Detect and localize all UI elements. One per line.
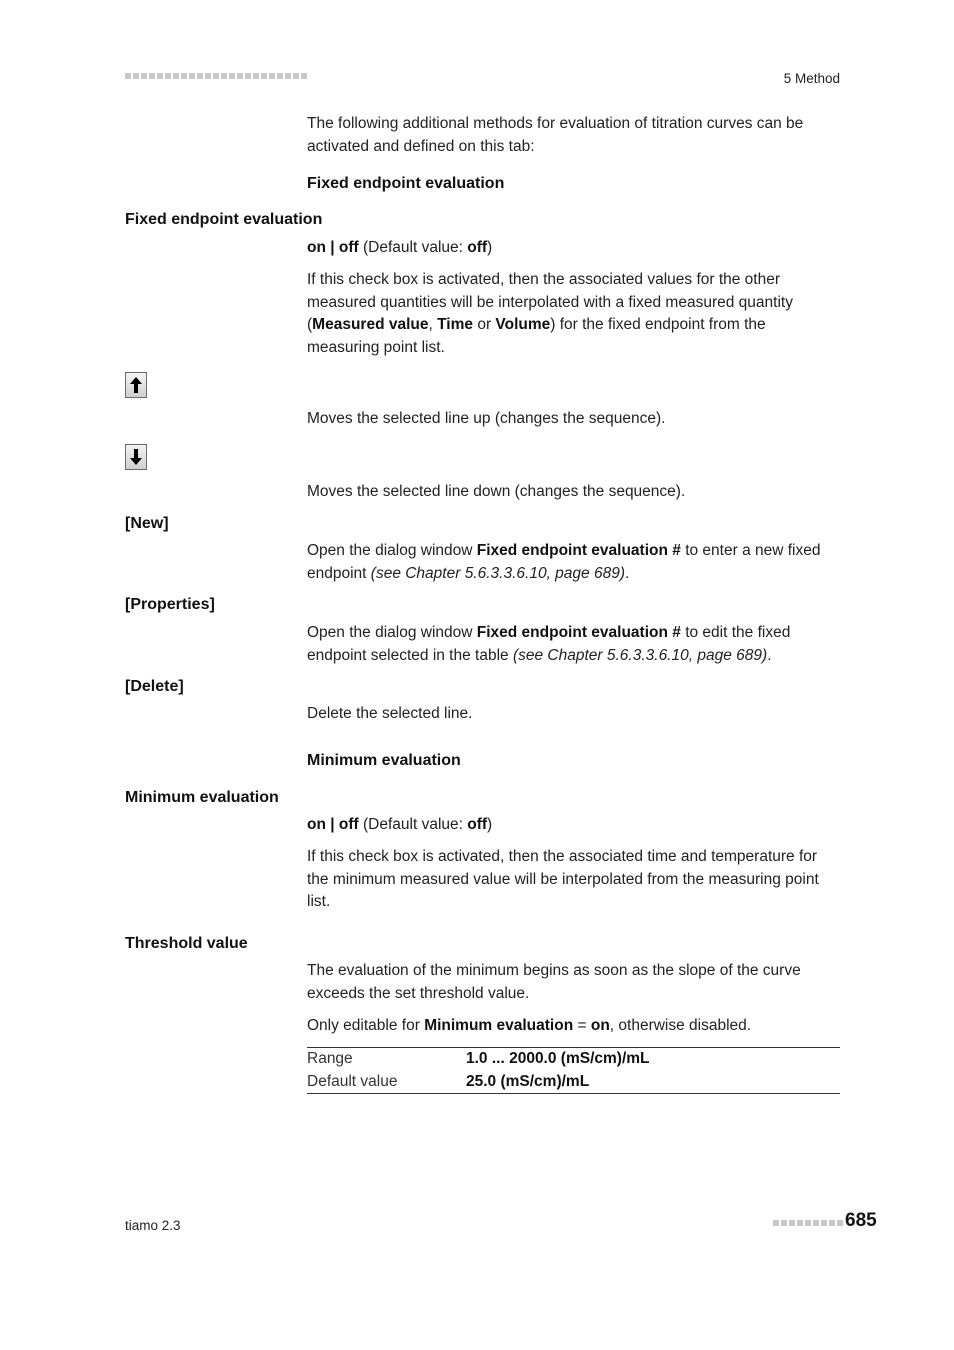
param-label-threshold: Threshold value bbox=[125, 935, 248, 952]
param-label-minimum: Minimum evaluation bbox=[125, 789, 279, 806]
onoff-default-fixed: on | off (Default value: off) bbox=[307, 239, 493, 256]
properties-description: Open the dialog window Fixed endpoint evaluation # to edit the fixed endpoint selected in the table (see Chapter 5.6.3.3.6.10, page 689). bbox=[307, 624, 791, 664]
arrow-down-icon bbox=[129, 448, 143, 466]
table-value: 25.0 (mS/cm)/mL bbox=[466, 1072, 590, 1090]
new-description: Open the dialog window Fixed endpoint evaluation # to enter a new fixed endpoint (see Chapter 5.6.3.3.6.10, page 689). bbox=[307, 542, 821, 582]
description-minimum: If this check box is activated, then the associated time and temperature for the minimum measured value will be interpolated from the measuring point list. bbox=[307, 848, 819, 910]
threshold-range-table bbox=[307, 1047, 840, 1094]
section-heading-minimum: Minimum evaluation bbox=[307, 752, 461, 769]
new-button-label: [New] bbox=[125, 515, 169, 532]
chapter-reference-link[interactable]: (see Chapter 5.6.3.3.6.10, page 689) bbox=[512, 646, 768, 664]
page-number: 685 bbox=[845, 1210, 877, 1231]
move-up-description: Moves the selected line up (changes the sequence). bbox=[307, 410, 666, 427]
move-up-button[interactable] bbox=[125, 372, 147, 398]
chapter-reference-link[interactable]: (see Chapter 5.6.3.3.6.10, page 689) bbox=[370, 564, 625, 582]
move-down-button[interactable] bbox=[125, 444, 147, 470]
footer-decoration bbox=[773, 1218, 843, 1226]
header-decoration bbox=[125, 71, 309, 81]
delete-description: Delete the selected line. bbox=[307, 705, 473, 722]
table-key: Default value bbox=[307, 1072, 398, 1090]
footer-product: tiamo 2.3 bbox=[125, 1218, 181, 1233]
table-row bbox=[307, 1071, 840, 1094]
delete-button-label: [Delete] bbox=[125, 678, 184, 695]
properties-button-label: [Properties] bbox=[125, 596, 215, 613]
table-key: Range bbox=[307, 1050, 353, 1067]
section-heading-fixed: Fixed endpoint evaluation bbox=[307, 175, 505, 192]
move-down-description: Moves the selected line down (changes the sequence). bbox=[307, 483, 686, 500]
editable-condition: Only editable for Minimum evaluation = on, otherwise disabled. bbox=[307, 1017, 752, 1034]
onoff-default-minimum: on | off (Default value: off) bbox=[307, 816, 493, 833]
param-label-fixed: Fixed endpoint evaluation bbox=[125, 211, 323, 228]
table-value: 1.0 ... 2000.0 (mS/cm)/mL bbox=[466, 1050, 650, 1067]
table-row bbox=[307, 1048, 840, 1071]
arrow-up-icon bbox=[129, 376, 143, 394]
chapter-header: 5 Method bbox=[783, 71, 840, 86]
intro-paragraph: The following additional methods for evaluation of titration curves can be activated and defined on this tab: bbox=[307, 115, 804, 155]
description-threshold: The evaluation of the minimum begins as soon as the slope of the curve exceeds the set threshold value. bbox=[307, 962, 801, 1002]
description-fixed: If this check box is activated, then the associated values for the other measured quantities will be interpolated with a fixed measured quantity (Measured value, Time or Volume) for the fixed endpoint from the measuring point list. bbox=[307, 271, 793, 356]
